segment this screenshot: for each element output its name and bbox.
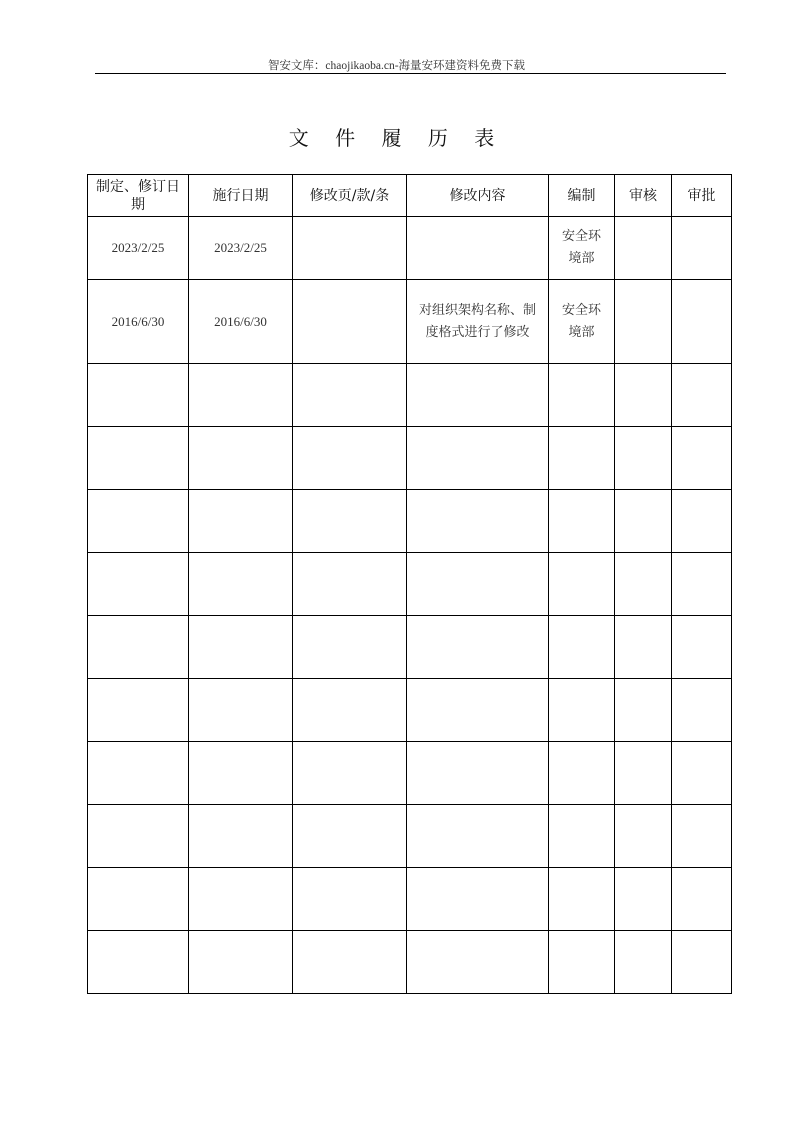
- cell-pages: [293, 217, 407, 280]
- table-row-empty: [88, 427, 732, 490]
- cell-approved-by: [672, 868, 732, 931]
- table-row-empty: [88, 868, 732, 931]
- cell-prepared-by: [549, 931, 615, 994]
- cell-content: 对组织架构名称、制度格式进行了修改: [407, 280, 549, 364]
- cell-content: [407, 553, 549, 616]
- cell-reviewed-by: [615, 616, 672, 679]
- cell-revision-date: [88, 868, 189, 931]
- column-header-content: 修改内容: [407, 175, 549, 217]
- cell-effective-date: [189, 364, 293, 427]
- cell-effective-date: [189, 553, 293, 616]
- cell-content: [407, 805, 549, 868]
- cell-approved-by: [672, 364, 732, 427]
- cell-content: [407, 217, 549, 280]
- cell-content: [407, 490, 549, 553]
- cell-prepared-by: [549, 553, 615, 616]
- table-row-empty: [88, 490, 732, 553]
- cell-pages: [293, 553, 407, 616]
- cell-prepared-by: [549, 364, 615, 427]
- table-header-row: [88, 175, 732, 217]
- cell-prepared-by: [549, 805, 615, 868]
- cell-approved-by: [672, 280, 732, 364]
- cell-content: [407, 364, 549, 427]
- cell-reviewed-by: [615, 679, 672, 742]
- cell-reviewed-by: [615, 490, 672, 553]
- cell-effective-date: [189, 742, 293, 805]
- cell-effective-date: [189, 679, 293, 742]
- cell-content: [407, 931, 549, 994]
- cell-reviewed-by: [615, 364, 672, 427]
- cell-pages: [293, 280, 407, 364]
- cell-prepared-by: [549, 868, 615, 931]
- cell-revision-date: [88, 553, 189, 616]
- cell-reviewed-by: [615, 427, 672, 490]
- cell-revision-date: [88, 679, 189, 742]
- page-header-text: 智安文库：chaojikaoba.cn-海量安环建资料免费下载: [267, 60, 526, 72]
- cell-revision-date: [88, 931, 189, 994]
- table-row-empty: [88, 931, 732, 994]
- cell-pages: [293, 931, 407, 994]
- cell-content: [407, 742, 549, 805]
- cell-revision-date: 2016/6/30: [88, 280, 189, 364]
- cell-reviewed-by: [615, 217, 672, 280]
- cell-effective-date: [189, 427, 293, 490]
- cell-approved-by: [672, 616, 732, 679]
- cell-content: [407, 679, 549, 742]
- cell-effective-date: [189, 490, 293, 553]
- cell-prepared-by: [549, 490, 615, 553]
- cell-revision-date: [88, 364, 189, 427]
- cell-revision-date: [88, 805, 189, 868]
- column-header-revision-date: 制定、修订日期: [88, 175, 189, 217]
- table-row-empty: [88, 553, 732, 616]
- cell-content: [407, 616, 549, 679]
- cell-approved-by: [672, 742, 732, 805]
- cell-revision-date: 2023/2/25: [88, 217, 189, 280]
- table-row-empty: [88, 742, 732, 805]
- cell-pages: [293, 490, 407, 553]
- cell-effective-date: [189, 868, 293, 931]
- cell-reviewed-by: [615, 805, 672, 868]
- cell-approved-by: [672, 931, 732, 994]
- cell-effective-date: [189, 616, 293, 679]
- cell-approved-by: [672, 679, 732, 742]
- table-row-empty: [88, 616, 732, 679]
- cell-pages: [293, 679, 407, 742]
- cell-pages: [293, 805, 407, 868]
- cell-pages: [293, 868, 407, 931]
- column-header-pages: 修改页/款/条: [293, 175, 407, 217]
- cell-effective-date: 2016/6/30: [189, 280, 293, 364]
- cell-prepared-by: 安全环境部: [549, 217, 615, 280]
- cell-prepared-by: [549, 679, 615, 742]
- cell-effective-date: 2023/2/25: [189, 217, 293, 280]
- cell-reviewed-by: [615, 553, 672, 616]
- table-row: [88, 217, 732, 280]
- cell-content: [407, 868, 549, 931]
- cell-prepared-by: [549, 616, 615, 679]
- header-divider: [95, 73, 726, 74]
- table-row: [88, 280, 732, 364]
- cell-effective-date: [189, 805, 293, 868]
- cell-approved-by: [672, 427, 732, 490]
- column-header-effective-date: 施行日期: [189, 175, 293, 217]
- cell-effective-date: [189, 931, 293, 994]
- cell-reviewed-by: [615, 742, 672, 805]
- cell-revision-date: [88, 616, 189, 679]
- cell-pages: [293, 427, 407, 490]
- cell-approved-by: [672, 217, 732, 280]
- cell-reviewed-by: [615, 280, 672, 364]
- cell-pages: [293, 616, 407, 679]
- column-header-reviewed-by: 审核: [615, 175, 672, 217]
- cell-prepared-by: [549, 427, 615, 490]
- table-row-empty: [88, 679, 732, 742]
- table-row-empty: [88, 805, 732, 868]
- cell-approved-by: [672, 553, 732, 616]
- column-header-approved-by: 审批: [672, 175, 732, 217]
- cell-revision-date: [88, 490, 189, 553]
- cell-pages: [293, 364, 407, 427]
- cell-approved-by: [672, 805, 732, 868]
- cell-revision-date: [88, 427, 189, 490]
- cell-pages: [293, 742, 407, 805]
- cell-prepared-by: [549, 742, 615, 805]
- cell-content: [407, 427, 549, 490]
- cell-approved-by: [672, 490, 732, 553]
- table-row-empty: [88, 364, 732, 427]
- column-header-prepared-by: 编制: [549, 175, 615, 217]
- revision-history-table: [87, 174, 732, 994]
- document-title: 文 件 履 历 表: [288, 126, 505, 150]
- cell-revision-date: [88, 742, 189, 805]
- cell-reviewed-by: [615, 868, 672, 931]
- cell-reviewed-by: [615, 931, 672, 994]
- cell-prepared-by: 安全环境部: [549, 280, 615, 364]
